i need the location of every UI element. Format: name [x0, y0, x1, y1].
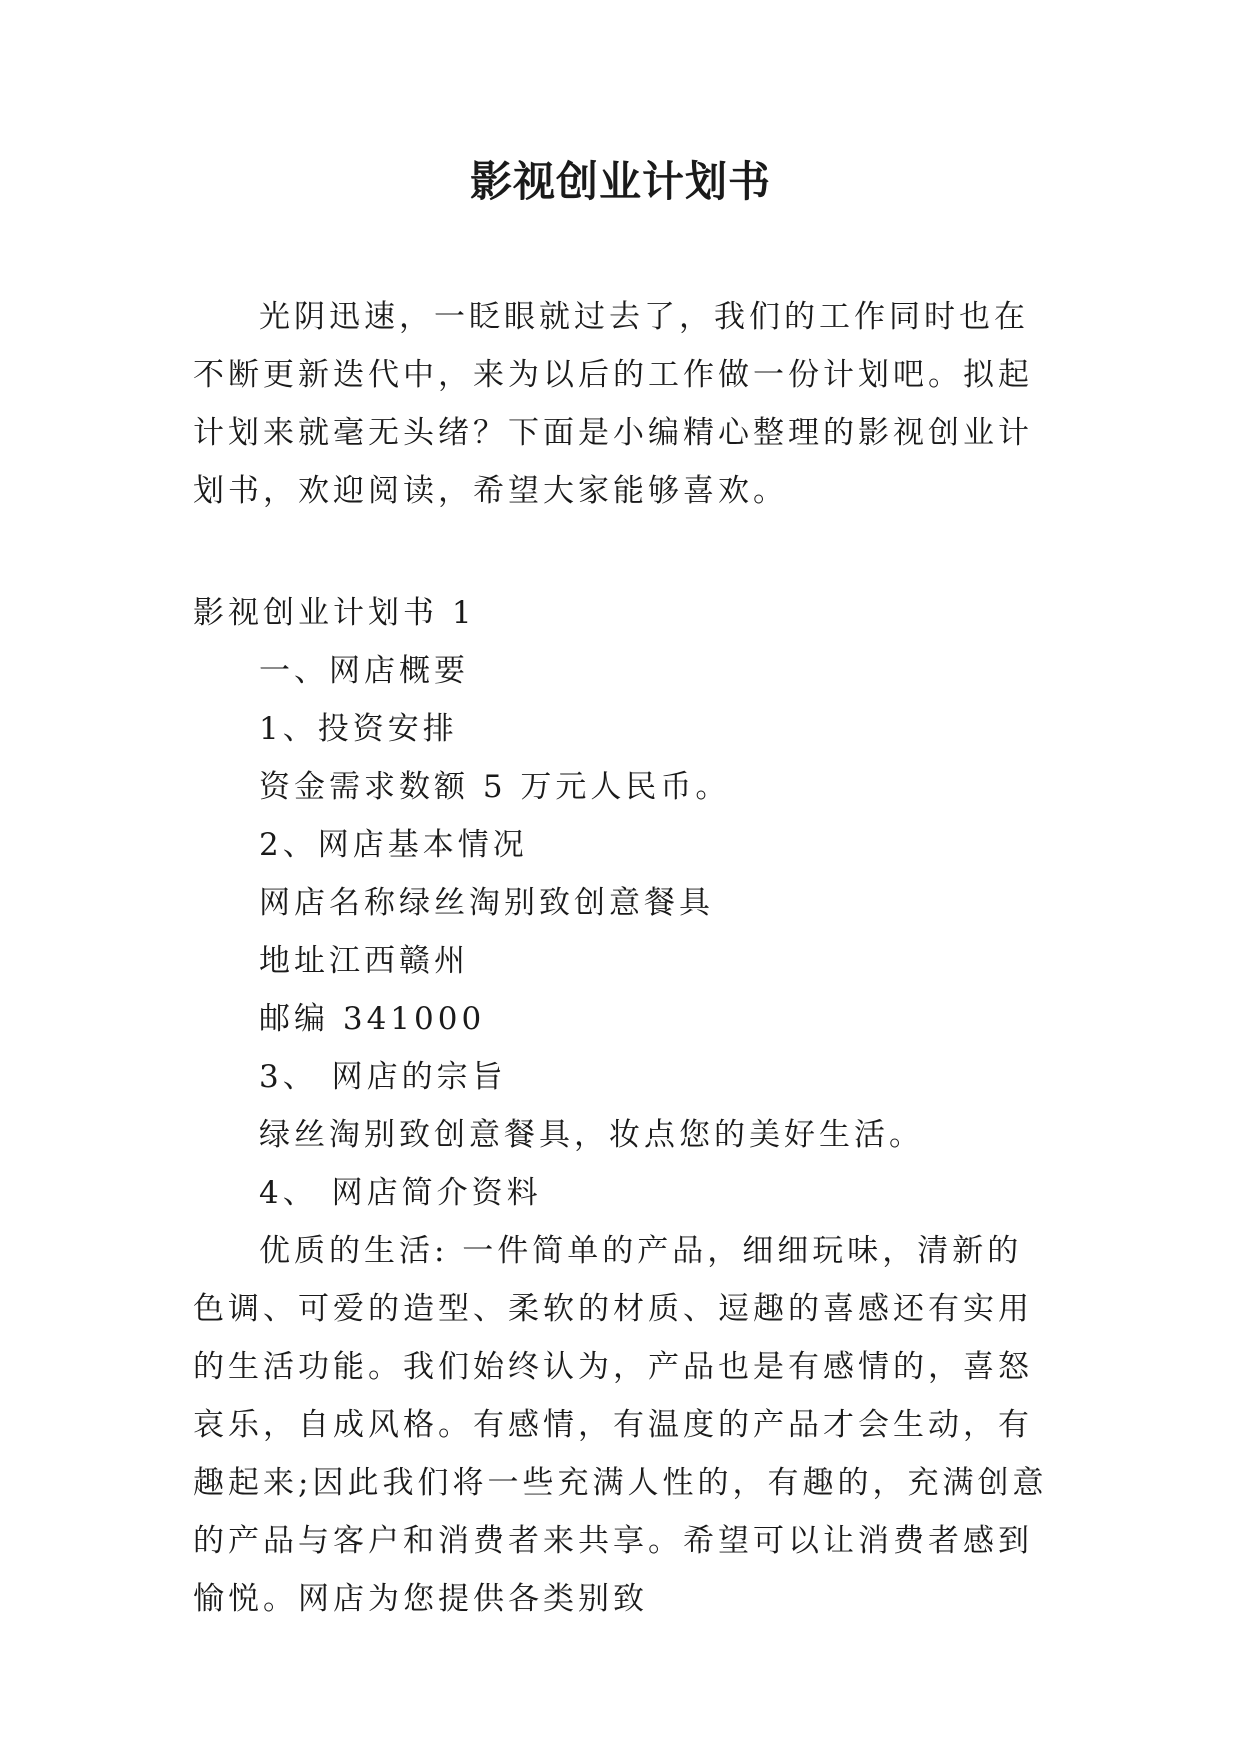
profile-paragraph: 优质的生活: 一件简单的产品，细细玩味，清新的色调、可爱的造型、柔软的材质、逗趣的喜感还有实用的生活功能。我们始终认为，产品也是有感情的，喜怒哀乐，自成风格。有感情，有温度的产品才会生动，有趣起来;因此我们将一些充满人性的，有趣的，充满创意的产品与客户和消费者来共享。希望可以让消费者感到愉悦。网店为您提供各类别致 [193, 1233, 1048, 1617]
purpose-heading: 3、 网店的宗旨 [259, 1059, 507, 1095]
shop-name-text: 网店名称绿丝淘别致创意餐具 [259, 885, 714, 921]
intro-paragraph: 光阴迅速，一眨眼就过去了，我们的工作同时也在不断更新迭代中，来为以后的工作做一份计划吧。拟起计划来就毫无头绪？下面是小编精心整理的影视创业计划书，欢迎阅读，希望大家能够喜欢。 [193, 299, 1033, 509]
purpose-text: 绿丝淘别致创意餐具，妆点您的美好生活。 [259, 1117, 924, 1153]
address-text: 地址江西赣州 [259, 943, 469, 979]
document-title: 影视创业计划书 [469, 157, 771, 206]
plan-section [193, 584, 1055, 1628]
outline-heading: 一、网店概要 [259, 653, 469, 689]
section-subtitle: 影视创业计划书 1 [193, 595, 476, 631]
profile-heading: 4、 网店简介资料 [259, 1175, 542, 1211]
shop-info-heading: 2、网店基本情况 [259, 827, 528, 863]
investment-heading: 1、投资安排 [259, 711, 458, 747]
postcode-text: 邮编 341000 [259, 1001, 486, 1037]
funding-text: 资金需求数额 5 万元人民币。 [259, 769, 731, 805]
